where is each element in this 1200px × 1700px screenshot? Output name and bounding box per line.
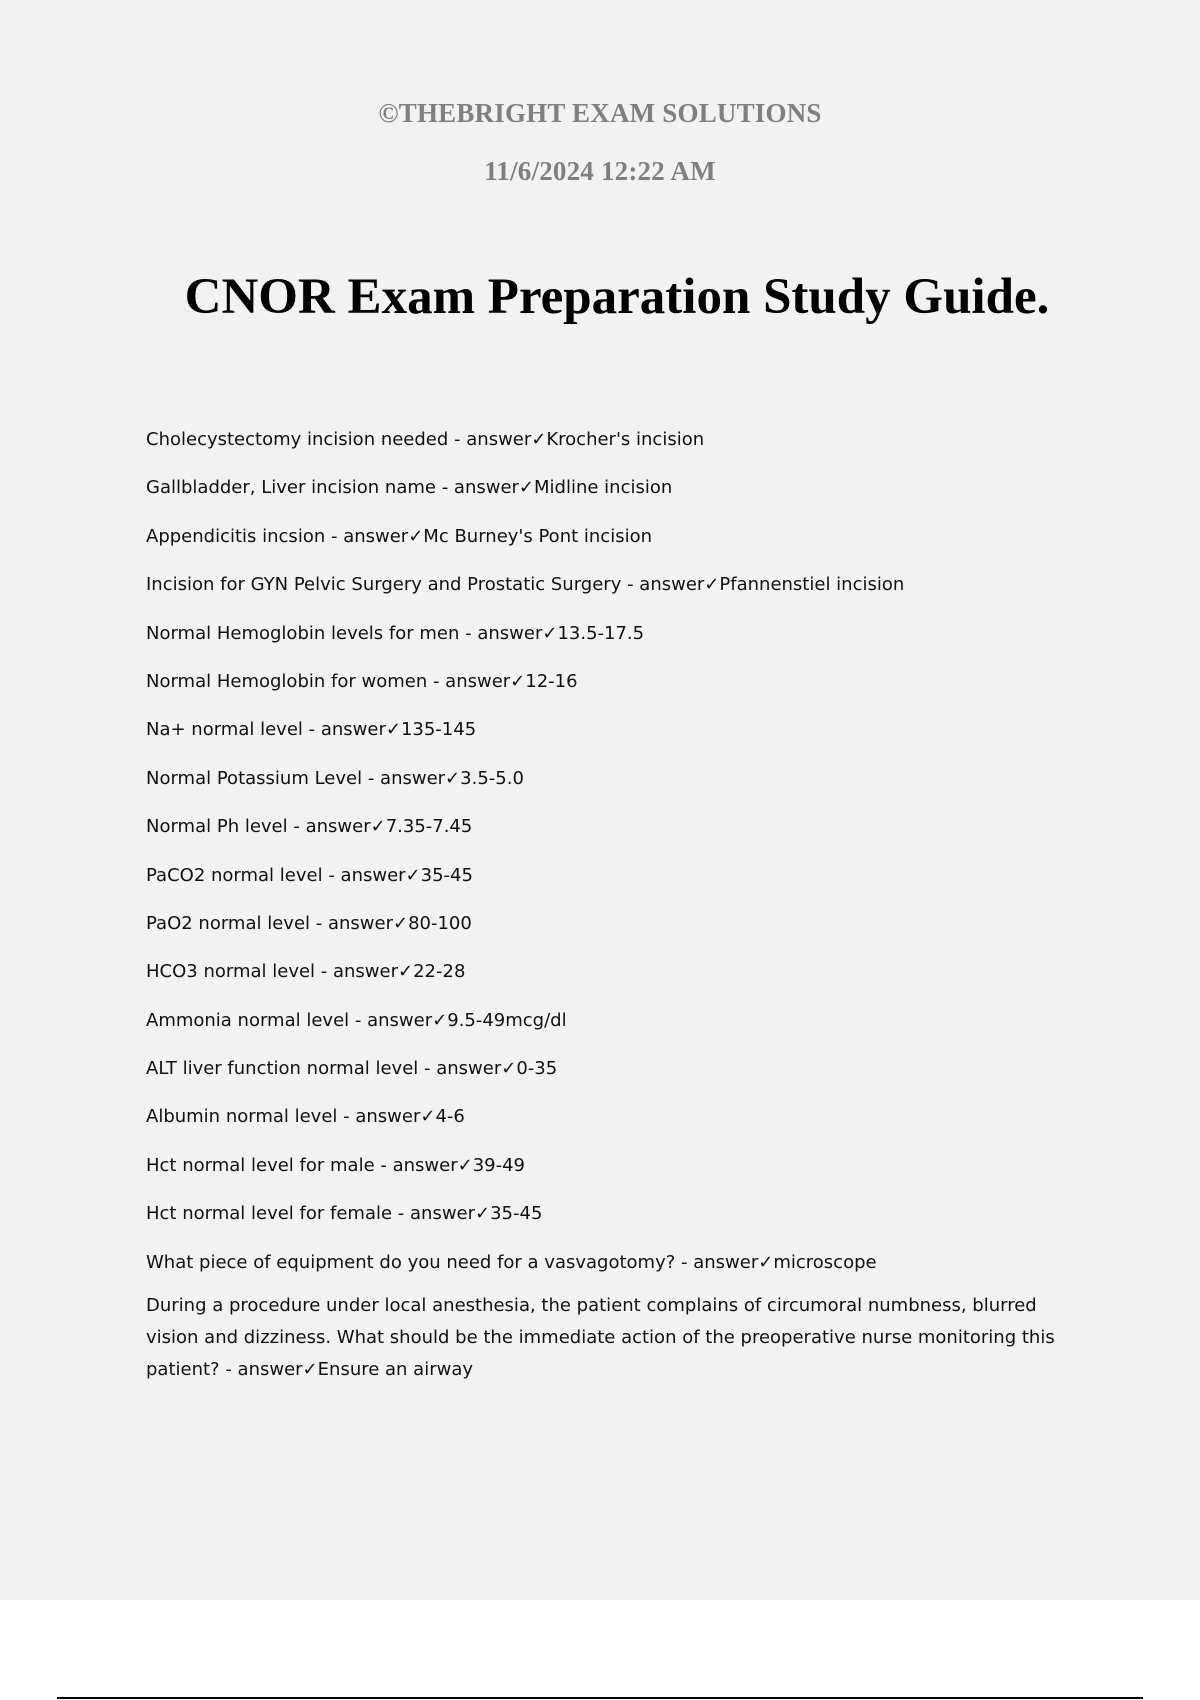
- question-text: Appendicitis incsion: [146, 525, 326, 547]
- question-text: PaCO2 normal level: [146, 864, 323, 886]
- answer-marker: - answer✓: [315, 961, 414, 983]
- document-title: CNOR Exam Preparation Study Guide.: [184, 269, 1050, 325]
- question-text: What piece of equipment do you need for a vasvagotomy?: [146, 1251, 676, 1273]
- answer-marker: - answer✓: [459, 622, 558, 644]
- answer-marker: - answer✓: [362, 767, 461, 789]
- qa-item: [146, 473, 1066, 521]
- qa-item: [146, 1199, 1066, 1247]
- question-text: Ammonia normal level: [146, 1009, 350, 1031]
- qa-list: [146, 425, 1066, 1386]
- qa-item: [146, 1248, 1066, 1296]
- qa-item: [146, 715, 1066, 763]
- answer-text: 13.5-17.5: [557, 622, 645, 644]
- qa-item: [146, 1151, 1066, 1199]
- answer-text: 7.35-7.45: [385, 816, 473, 838]
- answer-text: microscope: [773, 1251, 877, 1273]
- qa-item: [146, 619, 1066, 667]
- answer-marker: - answer✓: [287, 816, 386, 838]
- qa-item: [146, 861, 1066, 909]
- question-text: Normal Potassium Level: [146, 767, 363, 789]
- question-text: ALT liver function normal level: [146, 1058, 419, 1080]
- answer-marker: - answer✓: [435, 477, 535, 499]
- qa-item: [146, 425, 1066, 473]
- question-text: Hct normal level for female: [146, 1203, 393, 1225]
- answer-text: 9.5-49mcg/dl: [447, 1009, 567, 1031]
- qa-item: [146, 909, 1066, 957]
- answer-marker: - answer✓: [448, 429, 547, 450]
- qa-item: [146, 1102, 1066, 1150]
- date-time-header: 11/6/2024 12:22 AM: [484, 156, 716, 186]
- answer-marker: - answer✓: [322, 864, 421, 886]
- answer-text: 135-145: [400, 719, 477, 741]
- answer-marker: - answer✓: [675, 1251, 774, 1273]
- question-text: Hct normal level for male: [146, 1154, 375, 1176]
- qa-item: [146, 764, 1066, 812]
- question-text: During a procedure under local anesthesia, the patient complains of circumoral numbness, blurred vision and dizziness. What should be the immediate action of the preoperative nurse monitoring this patient?: [146, 1295, 1055, 1381]
- question-text: Albumin normal level: [146, 1106, 338, 1128]
- question-text: Normal Hemoglobin levels for men: [146, 622, 460, 644]
- answer-marker: - answer✓: [325, 525, 424, 547]
- answer-text: Krocher's incision: [546, 429, 705, 450]
- question-text: Gallbladder, Liver incision name: [146, 477, 436, 499]
- answer-text: 35-45: [490, 1203, 543, 1225]
- answer-text: Mc Burney's Pont incision: [423, 525, 652, 547]
- qa-item: [146, 1006, 1066, 1054]
- question-text: Na+ normal level: [146, 719, 303, 741]
- answer-text: 22-28: [413, 961, 466, 983]
- answer-text: Ensure an airway: [317, 1359, 474, 1381]
- question-text: Cholecystectomy incision needed: [146, 429, 449, 450]
- answer-marker: - answer✓: [427, 670, 526, 692]
- copyright-header: ©THEBRIGHT EXAM SOLUTIONS: [378, 98, 822, 128]
- footer-rule: [57, 1697, 1143, 1699]
- qa-item: [146, 522, 1066, 570]
- qa-item: [146, 1054, 1066, 1102]
- answer-text: Midline incision: [534, 477, 673, 499]
- qa-item: [146, 667, 1066, 715]
- answer-text: Pfannenstiel incision: [719, 574, 905, 596]
- answer-text: 0-35: [516, 1058, 558, 1080]
- answer-marker: - answer✓: [392, 1203, 491, 1225]
- question-text: Normal Hemoglobin for women: [146, 670, 428, 692]
- answer-marker: - answer✓: [349, 1009, 448, 1031]
- answer-marker: - answer✓: [418, 1058, 517, 1080]
- answer-text: 3.5-5.0: [460, 767, 524, 789]
- answer-marker: - answer✓: [337, 1106, 436, 1128]
- answer-text: 4-6: [435, 1106, 465, 1128]
- qa-item: [146, 1290, 1066, 1386]
- question-text: Incision for GYN Pelvic Surgery and Prostatic Surgery: [146, 574, 622, 596]
- answer-marker: - answer✓: [374, 1154, 473, 1176]
- qa-item: [146, 570, 1066, 618]
- answer-marker: - answer✓: [310, 912, 409, 934]
- question-text: HCO3 normal level: [146, 961, 316, 983]
- answer-marker: - answer✓: [219, 1359, 318, 1381]
- answer-marker: - answer✓: [621, 574, 720, 596]
- qa-item: [146, 957, 1066, 1005]
- qa-item: [146, 812, 1066, 860]
- answer-text: 80-100: [408, 912, 472, 934]
- answer-text: 35-45: [420, 864, 473, 886]
- question-text: PaO2 normal level: [146, 912, 311, 934]
- answer-text: 39-49: [472, 1154, 525, 1176]
- answer-marker: - answer✓: [302, 719, 401, 741]
- answer-text: 12-16: [525, 670, 578, 692]
- question-text: Normal Ph level: [146, 816, 288, 838]
